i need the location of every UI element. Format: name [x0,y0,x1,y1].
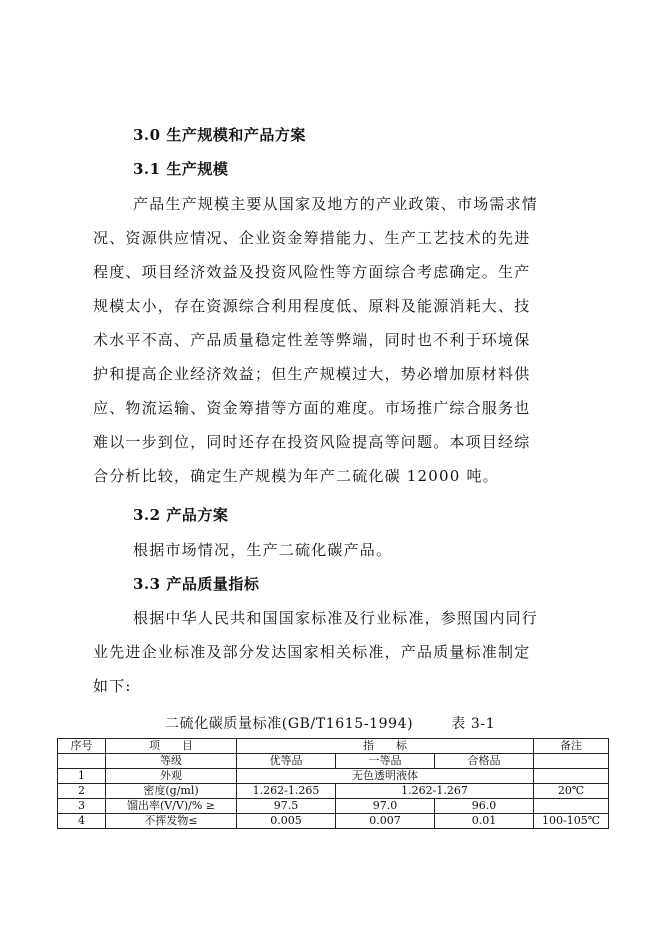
table-cell: 1.262-1.267 [336,784,534,799]
subheader-grade-2: 一等品 [336,754,435,769]
table-cell: 20℃ [534,784,609,799]
header-remark: 备注 [534,739,609,754]
subheader-grade-1: 优等品 [237,754,336,769]
table-cell: 100-105℃ [534,814,609,829]
table-cell: 馏出率(V/V)/% ≥ [106,799,237,814]
heading-3-3: 3.3 产品质量指标 [133,575,260,593]
table-cell: 97.0 [336,799,435,814]
table-cell: 1.262-1.265 [237,784,336,799]
text-line: 合分析比较，确定生产规模为年产二硫化碳 12000 吨。 [93,467,499,485]
table-row [58,814,609,829]
table-cell: 3 [58,799,106,814]
table-cell: 2 [58,784,106,799]
table-cell: 96.0 [435,799,534,814]
table-title: 二硫化碳质量标准(GB/T1615-1994) [165,716,414,732]
heading-3-2: 3.2 产品方案 [133,506,229,524]
table-row [58,799,609,814]
table-cell: 0.005 [237,814,336,829]
table-cell: 0.01 [435,814,534,829]
table-cell [58,754,106,769]
text-line: 术水平不高、产品质量稳定性差等弊端，同时也不利于环境保 [93,331,531,349]
table-cell: 无色透明液体 [237,769,534,784]
table-cell: 97.5 [237,799,336,814]
table-row [58,784,609,799]
text-line: 况、资源供应情况、企业资金筹措能力、生产工艺技术的先进 [93,229,531,247]
header-indicator: 指 标 [237,739,534,754]
table-cell: 密度(g/ml) [106,784,237,799]
quality-table [57,738,609,829]
table-cell: 1 [58,769,106,784]
text-line: 应、物流运输、资金筹措等方面的难度。市场推广综合服务也 [93,399,531,417]
text-line: 程度、项目经济效益及投资风险性等方面综合考虑确定。生产 [93,263,531,281]
table-header-row [58,739,609,754]
table-subheader-row [58,754,609,769]
table-cell: 0.007 [336,814,435,829]
heading-3-1: 3.1 生产规模 [133,160,229,178]
text-line: 规模太小，存在资源综合利用程度低、原料及能源消耗大、技 [93,297,531,315]
header-item: 项 目 [106,739,237,754]
header-seq: 序号 [58,739,106,754]
table-cell [534,769,609,784]
text-line: 如下: [93,677,132,695]
table-cell: 外观 [106,769,237,784]
text-line: 业先进企业标准及部分发达国家相关标准，产品质量标准制定 [93,643,531,661]
heading-3-0: 3.0 生产规模和产品方案 [133,126,306,144]
table-caption [165,713,495,733]
text-line: 护和提高企业经济效益；但生产规模过大，势必增加原材料供 [93,365,531,383]
text-line: 难以一步到位，同时还存在投资风险提高等问题。本项目经综 [93,433,531,451]
table-cell [534,754,609,769]
paragraph-product: 根据市场情况，生产二硫化碳产品。 [133,541,393,559]
subheader-grade: 等级 [106,754,237,769]
text-line: 产品生产规模主要从国家及地方的产业政策、市场需求情 [133,195,539,213]
table-cell: 不挥发物≤ [106,814,237,829]
table-cell [534,799,609,814]
text-line: 根据中华人民共和国国家标准及行业标准，参照国内同行 [133,609,539,627]
table-row [58,769,609,784]
table-number: 表 3-1 [451,716,496,732]
subheader-grade-3: 合格品 [435,754,534,769]
table-cell: 4 [58,814,106,829]
